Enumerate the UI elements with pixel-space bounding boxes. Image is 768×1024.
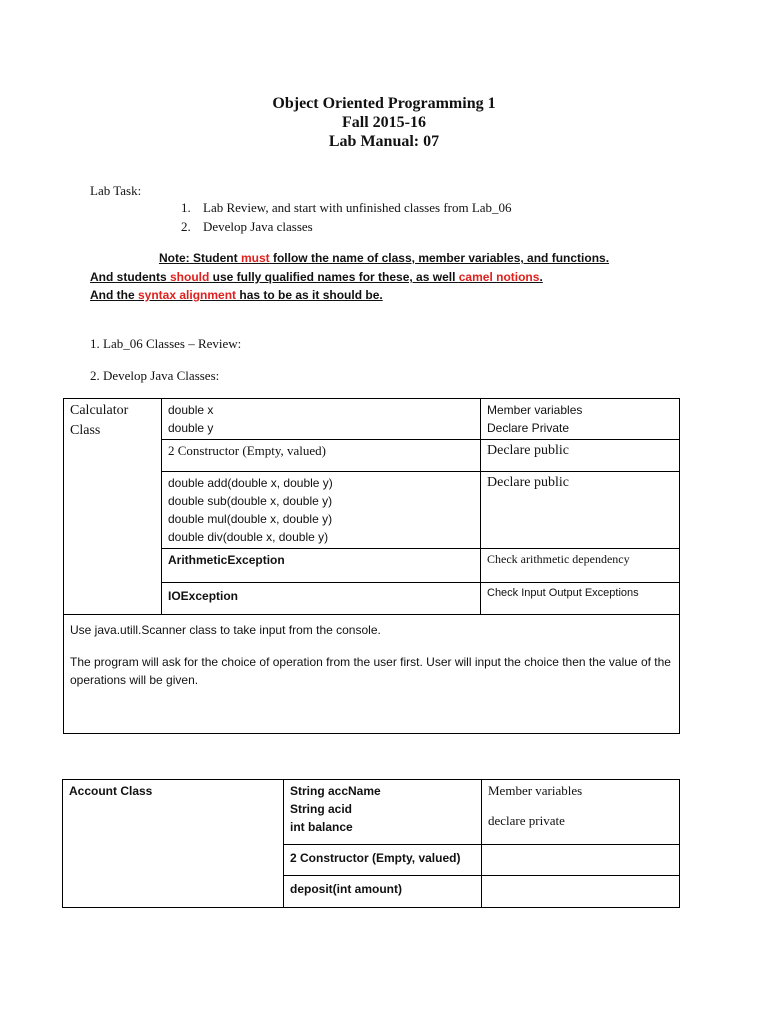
note-highlight: syntax alignment — [138, 288, 237, 302]
note-text: follow the name of class, member variables, and functions. — [269, 251, 610, 265]
note-text: has to be as it should be. — [236, 288, 383, 302]
calculator-constructor-note: Declare public — [481, 440, 680, 472]
account-class-name: Account Class — [63, 780, 284, 908]
method-signature: double div(double x, double y) — [168, 530, 329, 544]
calculator-methods — [162, 472, 481, 549]
document-title — [0, 94, 768, 151]
lab-task-label: Lab Task: — [90, 183, 142, 198]
arithmetic-exception: ArithmeticException — [162, 549, 481, 583]
calculator-instructions — [64, 615, 680, 734]
note-line-3 — [90, 288, 383, 302]
member-variable: int balance — [290, 820, 353, 834]
note-highlight: camel notions — [458, 270, 540, 284]
note-text: And the — [90, 288, 138, 302]
note-line: Declare Private — [487, 421, 570, 435]
calculator-members — [162, 399, 481, 440]
empty-cell — [482, 845, 680, 876]
section-review-heading: 1. Lab_06 Classes – Review: — [90, 336, 242, 351]
member-variable: double y — [168, 421, 214, 435]
method-signature: double mul(double x, double y) — [168, 512, 333, 526]
empty-cell — [482, 876, 680, 908]
instruction-line: Use java.utill.Scanner class to take input from the console. — [70, 623, 381, 637]
note-line: Member variables — [488, 783, 583, 798]
course-title: Object Oriented Programming 1 — [272, 95, 496, 112]
note-text: And students — [90, 270, 170, 284]
task-number: 2. — [181, 219, 191, 234]
note-highlight: should — [170, 270, 210, 284]
calculator-methods-note: Declare public — [481, 472, 680, 549]
note-line: Member variables — [487, 403, 583, 417]
arithmetic-exception-note: Check arithmetic dependency — [481, 549, 680, 583]
calculator-members-note — [481, 399, 680, 440]
account-constructor: 2 Constructor (Empty, valued) — [284, 845, 482, 876]
note-text: Note: Student — [158, 251, 241, 265]
calculator-class-table — [63, 398, 680, 734]
account-members-note — [482, 780, 680, 845]
task-text: Develop Java classes — [203, 219, 313, 234]
task-number: 1. — [181, 200, 191, 215]
section-develop-heading: 2. Develop Java Classes: — [90, 368, 220, 383]
io-exception: IOException — [162, 583, 481, 615]
note-line-1 — [0, 251, 768, 265]
note-line: declare private — [488, 813, 565, 828]
account-class-table — [62, 779, 680, 908]
method-signature: double add(double x, double y) — [168, 476, 333, 490]
account-members — [284, 780, 482, 845]
note-line-2 — [90, 270, 543, 284]
io-exception-note: Check Input Output Exceptions — [481, 583, 680, 615]
method-signature: double sub(double x, double y) — [168, 494, 333, 508]
instruction-line: The program will ask for the choice of operation from the user first. User will input the choice then the value of the operations will be given. — [70, 655, 671, 687]
member-variable: String accName — [290, 784, 381, 798]
manual-title: Lab Manual: 07 — [328, 133, 440, 150]
term-title: Fall 2015-16 — [342, 114, 426, 131]
note-text: use fully qualified names for these, as well — [209, 270, 459, 284]
note-text: . — [539, 270, 543, 284]
member-variable: double x — [168, 403, 214, 417]
member-variable: String acid — [290, 802, 353, 816]
calculator-constructor: 2 Constructor (Empty, valued) — [162, 440, 481, 472]
task-text: Lab Review, and start with unfinished classes from Lab_06 — [203, 200, 512, 215]
note-highlight: must — [240, 251, 270, 265]
calculator-class-name: Calculator Class — [64, 399, 162, 615]
account-deposit-method: deposit(int amount) — [284, 876, 482, 908]
